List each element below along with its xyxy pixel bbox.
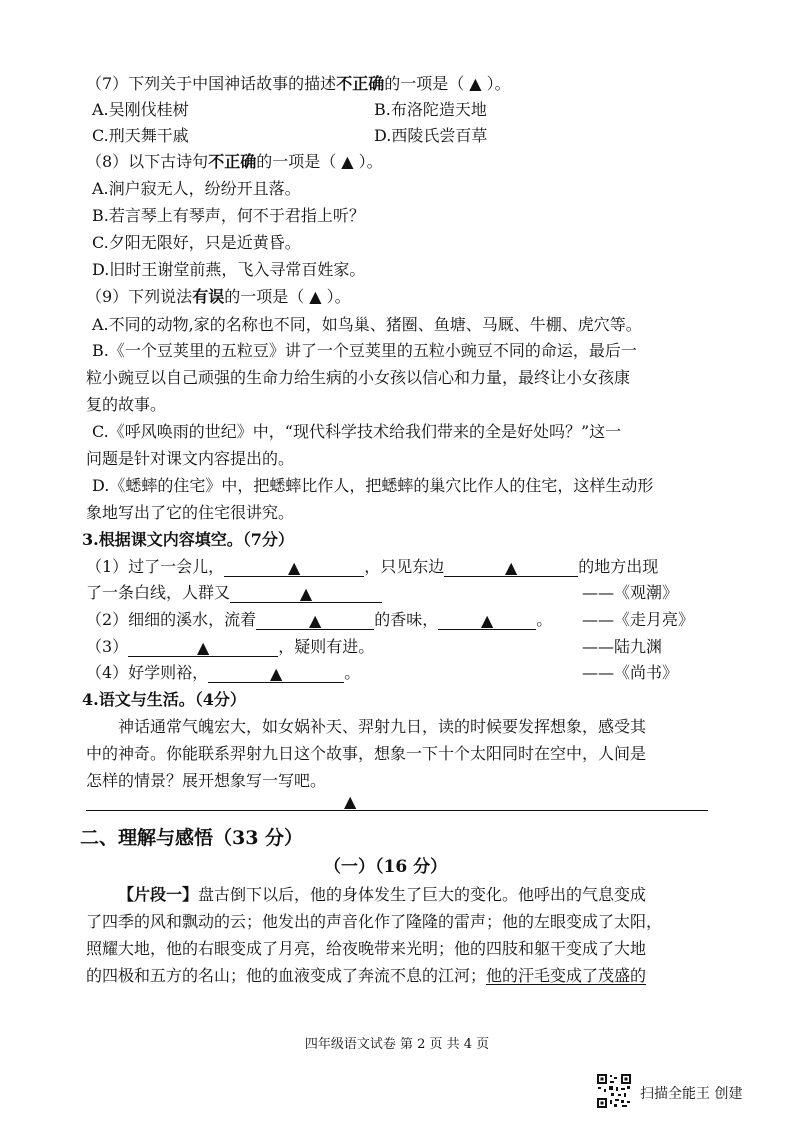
q8-stem <box>86 152 726 172</box>
q3-blank-1[interactable]: ▲ <box>224 558 364 577</box>
q3-source-1: ——《观潮》 <box>582 583 679 602</box>
q8-option-a: A.涧户寂无人，纷纷开且落。 <box>92 179 301 198</box>
page-footer: 四年级语文试卷 第 2 页 共 4 页 <box>304 1037 490 1052</box>
q7-option-d: D.西陵氏尝百草 <box>374 126 488 145</box>
q9-option-b-line1: B.《一个豆荚里的五粒豆》讲了一个豆荚里的五粒小豌豆不同的命运，最后一 <box>92 341 637 360</box>
q3-l1-text-c: 的地方出现 <box>578 557 659 576</box>
q3-source-4: ——《尚书》 <box>582 663 679 682</box>
q8-option-d: D.旧时王谢堂前燕，飞入寻常百姓家。 <box>92 260 366 279</box>
q3-blank-2[interactable]: ▲ <box>444 558 578 577</box>
q7-option-b: B.布洛陀造天地 <box>374 100 487 119</box>
q3-l5-text-b: 。 <box>344 663 361 682</box>
q3-l3-text-b: 的香味， <box>374 610 439 629</box>
q3-line2 <box>86 583 726 603</box>
q3-l4-text-a: （3） <box>86 637 129 656</box>
q3-l4-text-b: ，疑则有进。 <box>278 637 375 656</box>
q9-option-b-line2: 粒小豌豆以自己顽强的生命力给生病的小女孩以信心和力量，最终让小女孩康 <box>86 368 631 387</box>
q7-option-c: C.刑天舞干戚 <box>92 126 189 145</box>
qr-code-icon <box>596 1073 632 1109</box>
q4-para-line1: 神话通常气魄宏大，如女娲补天、羿射九日，读的时候要发挥想象，感受其 <box>118 717 647 736</box>
q9-option-a: A.不同的动物,家的名称也不同，如鸟巢、猪圈、鱼塘、马厩、牛棚、虎穴等。 <box>92 315 642 334</box>
q7-option-a: A.吴刚伐桂树 <box>92 100 189 119</box>
q4-para-line3: 怎样的情景？展开想象写一写吧。 <box>86 771 327 790</box>
q3-source-3: ——陆九渊 <box>582 637 663 656</box>
q3-l5-text-a: （4）好学则裕， <box>86 663 209 682</box>
q8-stem-bold: 不正确 <box>208 152 257 171</box>
q4-title: 4.语文与生活。（4分） <box>82 690 246 709</box>
q9-stem-bold: 有误 <box>192 287 225 306</box>
section2-subtitle: （一）（16 分） <box>324 857 448 877</box>
q9-option-b-line3: 复的故事。 <box>86 395 167 414</box>
q7-stem-bold: 不正确 <box>336 74 385 93</box>
section2-para-line3: 照耀大地，他的右眼变成了月亮，给夜晚带来光明；他的四肢和躯干变成了大地 <box>86 939 647 958</box>
q7-stem-end: 的一项是（ ▲ ）。 <box>384 74 511 93</box>
q7-row1 <box>92 100 732 120</box>
section2-title: 二、理解与感悟（33 分） <box>80 827 304 849</box>
q8-option-b: B.若言琴上有琴声，何不于君指上听？ <box>92 206 365 225</box>
q4-para-line2: 中的神奇。你能联系羿射九日这个故事，想象一下十个太阳同时在空中，人间是 <box>86 744 647 763</box>
q9-option-d-line2: 象地写出了它的住宅很讲究。 <box>86 503 295 522</box>
q8-stem-text: （8）以下古诗句 <box>86 152 209 171</box>
q8-option-c: C.夕阳无限好，只是近黄昏。 <box>92 233 301 252</box>
q9-option-d-line1: D.《蟋蟀的住宅》中，把蟋蟀比作人，把蟋蟀的巢穴比作人的住宅，这样生动形 <box>92 476 654 495</box>
q9-option-c-line2: 问题是针对课文内容提出的。 <box>86 449 295 468</box>
q3-blank-3[interactable]: ▲ <box>230 584 382 603</box>
section2-para-line1 <box>118 885 758 905</box>
q7-stem <box>86 74 726 94</box>
q7-stem-text: （7）下列关于中国神话故事的描述 <box>86 74 337 93</box>
q4-answer-mark: ▲ <box>344 792 357 811</box>
q3-l3-text-a: （2）细细的溪水，流着 <box>86 610 257 629</box>
section2-para-line2: 了四季的风和飘动的云；他发出的声音化作了隆隆的雷声；他的左眼变成了太阳， <box>86 912 663 931</box>
scanner-watermark: 扫描全能王 创建 <box>640 1086 743 1102</box>
q3-l2-text-a: 了一条白线，人群又 <box>86 583 231 602</box>
section2-p4-text: 的四极和五方的名山；他的血液变成了奔流不息的江河； <box>86 966 487 985</box>
q4-answer-line[interactable] <box>86 810 708 811</box>
fragment-label: 【片段一】 <box>118 885 199 904</box>
q3-l3-text-c: 。 <box>536 610 553 629</box>
q8-stem-end: 的一项是（ ▲ ）。 <box>256 152 383 171</box>
section2-underlined-text: 他的汗毛变成了茂盛的 <box>486 966 647 985</box>
q3-line3 <box>86 610 726 630</box>
section2-para-line4 <box>86 966 726 986</box>
q3-blank-6[interactable]: ▲ <box>128 638 278 657</box>
q9-option-c-line1: C.《呼风唤雨的世纪》中，“现代科学技术给我们带来的全是好处吗？”这一 <box>92 422 622 441</box>
q7-row2 <box>92 126 732 146</box>
q3-blank-5[interactable]: ▲ <box>438 611 536 630</box>
q3-line1 <box>86 557 726 577</box>
q3-l1-text-b: ，只见东边 <box>364 557 445 576</box>
q3-line5 <box>86 663 726 683</box>
q9-stem-end: 的一项是（ ▲ ）。 <box>224 287 351 306</box>
q9-stem <box>86 287 726 307</box>
q3-source-2: ——《走月亮》 <box>582 610 695 629</box>
section2-p1-text: 盘古倒下以后，他的身体发生了巨大的变化。他呼出的气息变成 <box>198 885 647 904</box>
q3-title: 3.根据课文内容填空。（7分） <box>82 530 294 549</box>
q3-blank-7[interactable]: ▲ <box>208 664 344 683</box>
q3-blank-4[interactable]: ▲ <box>256 611 374 630</box>
q9-stem-text: （9）下列说法 <box>86 287 193 306</box>
q3-line4 <box>86 637 726 657</box>
q3-l1-text-a: （1）过了一会儿， <box>86 557 225 576</box>
